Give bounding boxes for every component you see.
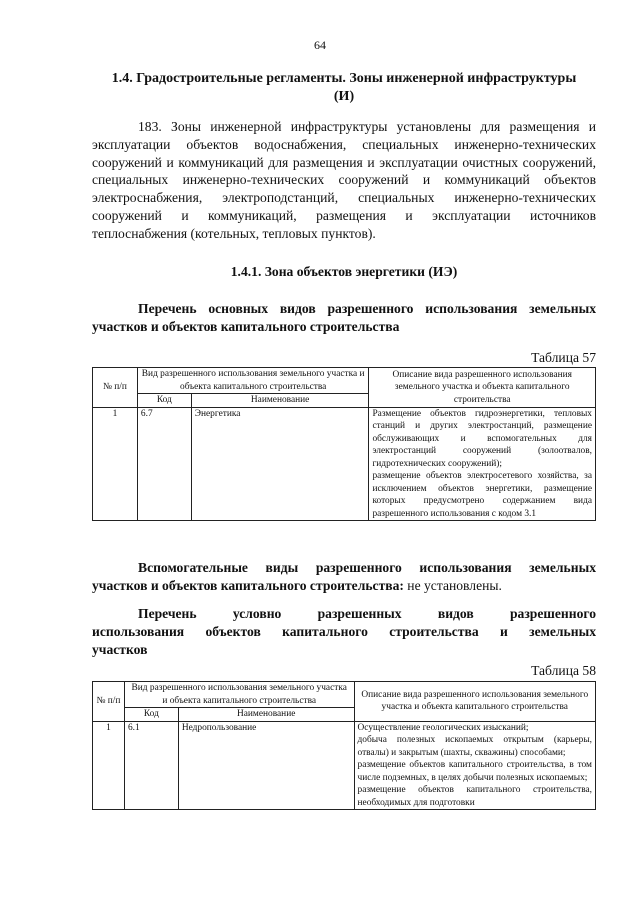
col-header-desc: Описание вида разрешенного использования земельного участка и объекта капитального строительства (369, 368, 596, 408)
row-code: 6.7 (137, 407, 191, 521)
col-header-name: Наименование (191, 394, 369, 408)
col-header-kind: Вид разрешенного использования земельного участка и объекта капитального строительства (124, 682, 354, 708)
auxiliary-uses-title: Вспомогательные виды разрешенного использования земельных участков и объектов капитального строительства: (92, 560, 596, 593)
col-header-num: № п/п (93, 682, 125, 722)
desc-line: Осуществление геологических изысканий; (357, 722, 529, 733)
desc-line: добыча полезных ископаемых открытым (карьеры, отвалы) и закрытым (шахты, скважины) способами; (357, 735, 592, 758)
conditional-uses-title-line2: использования объектов капитального строительства и земельных (92, 624, 596, 639)
col-header-kind: Вид разрешенного использования земельного участка и объекта капитального строительства (137, 368, 369, 394)
conditional-uses-title-line3: участков (92, 642, 148, 657)
desc-line: размещение объектов капитального строительства, необходимых для подготовки (357, 785, 592, 808)
table-58 (92, 681, 596, 810)
col-header-desc: Описание вида разрешенного использования земельного участка и объекта капитального строительства (354, 682, 595, 722)
row-num: 1 (93, 721, 125, 810)
col-header-code: Код (124, 708, 178, 722)
col-header-num: № п/п (93, 368, 138, 408)
section-heading-line1: 1.4. Градостроительные регламенты. Зоны инженерной инфраструктуры (111, 71, 577, 86)
table-row (93, 721, 596, 810)
row-code: 6.1 (124, 721, 178, 810)
conditional-uses-title-line1: Перечень условно разрешенных видов разрешенного (138, 606, 596, 621)
row-name: Недропользование (178, 721, 354, 810)
row-num: 1 (93, 407, 138, 521)
auxiliary-uses-value: не установлены. (403, 578, 502, 593)
col-header-name: Наименование (178, 708, 354, 722)
row-name: Энергетика (191, 407, 369, 521)
body-paragraph: 183. Зоны инженерной инфраструктуры установлены для размещения и эксплуатации объектов водоснабжения, специальных инженерно-технических сооружений и коммуникаций для размещения и эксплуатации очистных сооружений, специальных инженерно-технических сооружений и коммуникаций объектов электроснабжения, электроподстанций, специальных инженерно-технических сооружений и коммуникаций, размещения и эксплуатации источников теплоснабжения (котельных, тепловых пунктов). (92, 119, 596, 241)
subsection-heading: 1.4.1. Зона объектов энергетики (ИЭ) (230, 264, 458, 279)
page-number: 64 (314, 38, 326, 52)
desc-line: размещение объектов электросетевого хозяйства, за исключением объектов энергетики, размещение которых предусмотрено содержанием вида разрешенного использования с кодом 3.1 (372, 471, 592, 519)
main-uses-title: Перечень основных видов разрешенного использования земельных участков и объектов капитального строительства (92, 301, 596, 334)
section-heading-line2: (И) (333, 89, 355, 104)
col-header-code: Код (137, 394, 191, 408)
desc-line: размещение объектов капитального строительства, в том числе подземных, в целях добычи полезных ископаемых; (357, 760, 592, 783)
desc-line: Размещение объектов гидроэнергетики, тепловых станций и других электростанций, размещение обслуживающих и вспомогательных для электростанций сооружений (золоотвалов, гидротехнических сооружений); (372, 408, 592, 469)
row-desc (354, 721, 595, 810)
table-57-caption: Таблица 57 (531, 350, 596, 365)
table-58-caption: Таблица 58 (531, 663, 596, 678)
